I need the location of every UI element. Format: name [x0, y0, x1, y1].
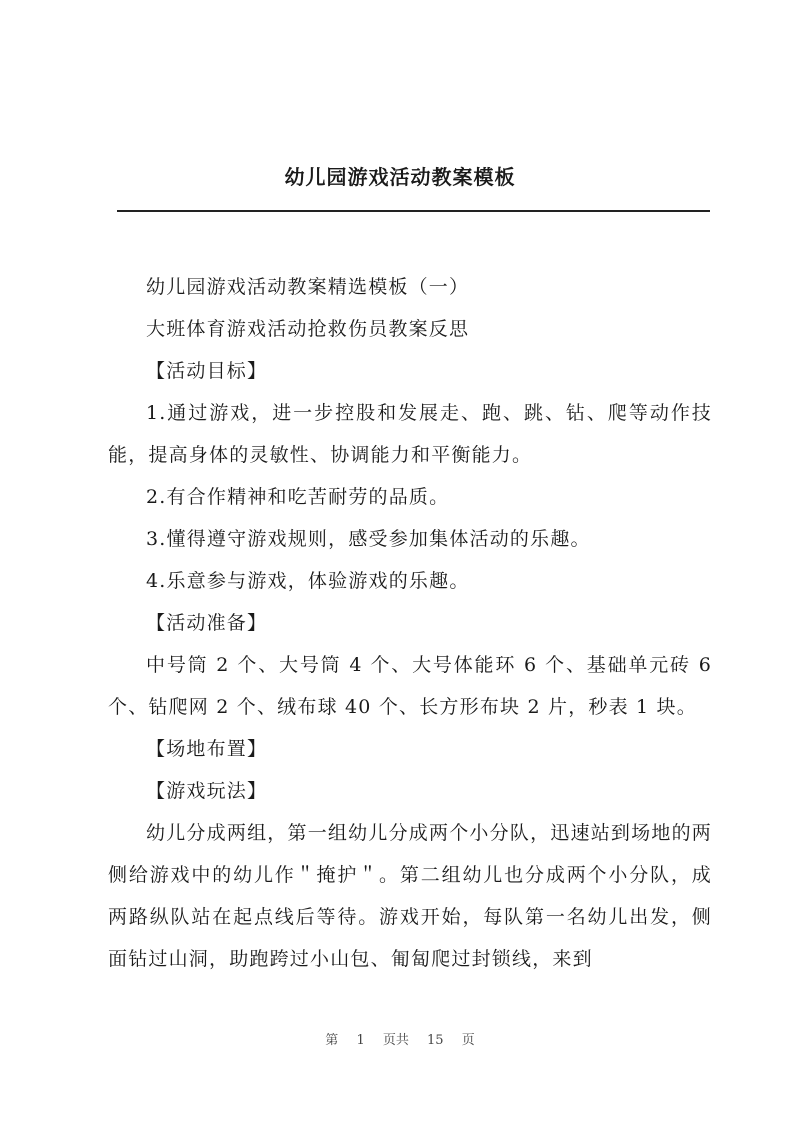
paragraph-subtitle: 大班体育游戏活动抢救伤员教案反思 [146, 318, 470, 340]
section-heading-preparation: 【活动准备】 [146, 612, 268, 634]
footer-prefix: 第 [325, 1033, 339, 1048]
gameplay-text: 幼儿分成两组，第一组幼儿分成两个小分队，迅速站到场地的两侧给游戏中的幼儿作＂掩护＂。第二组幼儿也分成两个小分队，成两路纵队站在起点线后等待。游戏开始，每队第一名幼儿出发，侧面钻过山洞，助跑跨过小山包、匍匐爬过封锁线，来到 [108, 822, 712, 970]
footer-page-total: 15 [427, 1033, 444, 1048]
preparation-text: 中号筒 2 个、大号筒 4 个、大号体能环 6 个、基础单元砖 6 个、钻爬网 2 个、绒布球 40 个、长方形布块 2 片，秒表 1 块。 [108, 654, 712, 718]
paragraph-heading: 幼儿园游戏活动教案精选模板（一） [146, 276, 470, 298]
goal-item-4: 4.乐意参与游戏，体验游戏的乐趣。 [146, 570, 470, 592]
document-body [108, 266, 712, 980]
page-footer [0, 1032, 800, 1050]
section-heading-goals: 【活动目标】 [146, 360, 268, 382]
goal-item-1: 1.通过游戏，进一步控股和发展走、跑、跳、钻、爬等动作技能，提高身体的灵敏性、协调能力和平衡能力。 [108, 402, 712, 466]
section-heading-gameplay: 【游戏玩法】 [146, 780, 268, 802]
footer-page-number: 1 [356, 1033, 365, 1048]
footer-mid: 页共 [382, 1033, 409, 1048]
title-underline [117, 210, 710, 212]
goal-item-2: 2.有合作精神和吃苦耐劳的品质。 [146, 486, 450, 508]
section-heading-layout: 【场地布置】 [146, 738, 268, 760]
document-title: 幼儿园游戏活动教案模板 [284, 165, 516, 189]
footer-suffix: 页 [461, 1033, 475, 1048]
goal-item-3: 3.懂得遵守游戏规则，感受参加集体活动的乐趣。 [146, 528, 591, 550]
